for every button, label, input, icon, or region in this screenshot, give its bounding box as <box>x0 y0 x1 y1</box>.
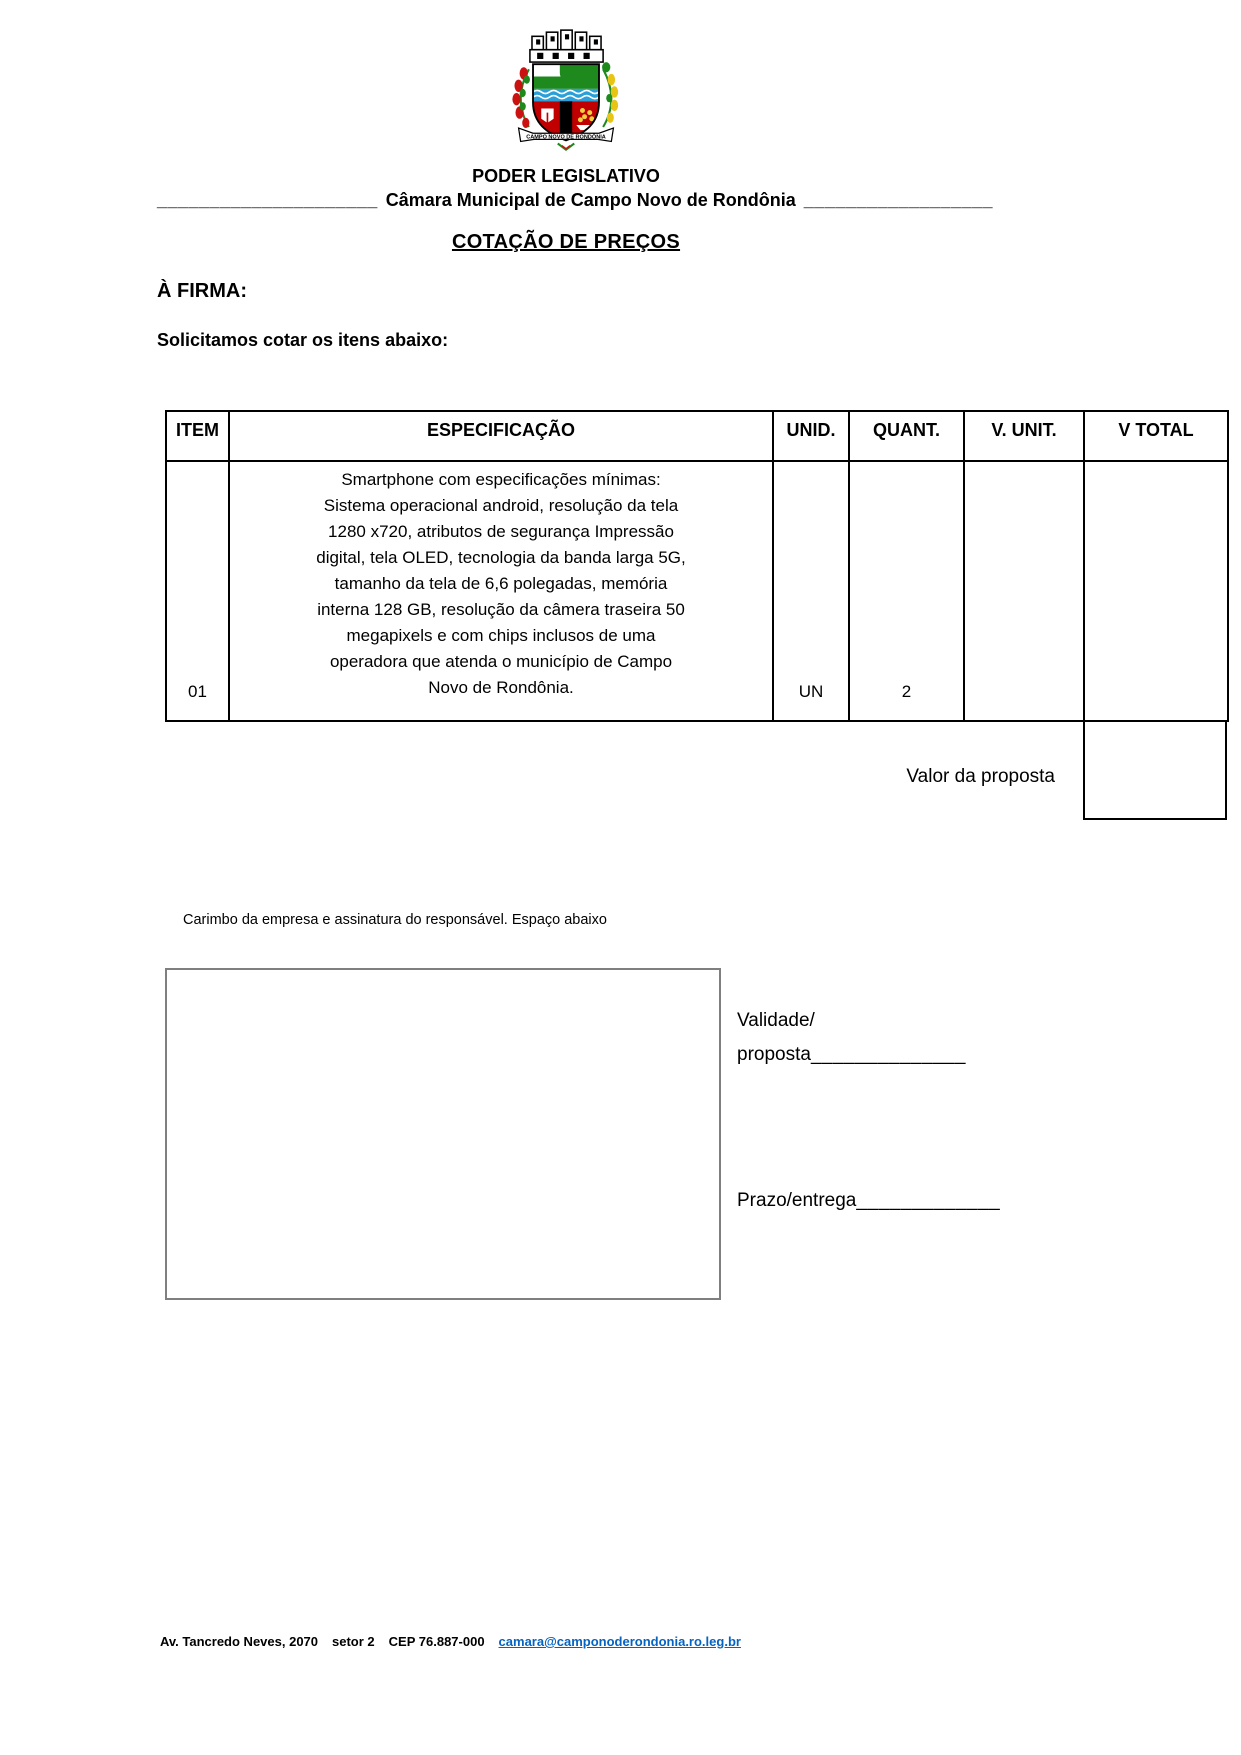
col-header-unid: UNID. <box>773 411 849 461</box>
footer <box>160 1634 741 1649</box>
validity-label: proposta <box>737 1044 811 1065</box>
cell-item-number: 01 <box>166 461 229 721</box>
cell-quantity: 2 <box>849 461 964 721</box>
validity-block <box>737 1004 966 1072</box>
footer-email-link[interactable]: camara@camponoderondonia.ro.leg.br <box>498 1634 741 1649</box>
col-header-v-unit: V. UNIT. <box>964 411 1084 461</box>
col-header-quant: QUANT. <box>849 411 964 461</box>
proposal-total-label: Valor da proposta <box>906 766 1055 787</box>
crest-crown <box>530 30 603 62</box>
coat-of-arms-icon <box>502 26 630 160</box>
cell-specification <box>229 461 773 721</box>
spec-line: megapixels e com chips inclusos de uma <box>346 626 656 645</box>
spec-line: Sistema operacional android, resolução da tela <box>323 496 679 515</box>
spec-line: interna 128 GB, resolução da câmera traseira 50 <box>317 600 685 619</box>
validity-line2 <box>737 1038 966 1072</box>
org-name-text: Câmara Municipal de Campo Novo de Rondônia <box>385 190 796 210</box>
crest-shield <box>533 64 599 140</box>
crest-banner-text: CAMPO NOVO DE RONDÔNIA <box>526 134 606 141</box>
footer-cep: CEP 76.887-000 <box>388 1634 485 1649</box>
footer-sector: setor 2 <box>332 1634 375 1649</box>
crest-right-branch <box>602 62 618 127</box>
cell-unit: UN <box>773 461 849 721</box>
proposal-total-box <box>1083 722 1227 820</box>
deadline-blank-line: _____________ <box>856 1190 1001 1211</box>
spec-line: operadora que atenda o município de Campo <box>329 652 673 671</box>
table-row <box>166 461 1228 721</box>
validity-blank-line: ______________ <box>810 1044 966 1065</box>
cell-total-value <box>1084 461 1228 721</box>
signature-stamp-box <box>165 968 721 1300</box>
validity-line1: Validade/ <box>737 1010 815 1031</box>
deadline-label: Prazo/entrega <box>737 1190 857 1211</box>
col-header-v-total: V TOTAL <box>1084 411 1228 461</box>
table-header-row <box>166 411 1228 461</box>
crest-left-branch <box>512 67 530 128</box>
spec-line: Novo de Rondônia. <box>428 678 574 697</box>
footer-address: Av. Tancredo Neves, 2070 <box>160 1634 319 1649</box>
org-name-line1: PODER LEGISLATIVO <box>472 166 660 186</box>
spec-line: Smartphone com especificações mínimas: <box>341 470 661 489</box>
quotation-table <box>165 410 1229 722</box>
header-left-blank: _____________________ <box>157 190 378 210</box>
firm-label: À FIRMA: <box>157 280 247 302</box>
spec-line: 1280 x720, atributos de segurança Impressão <box>328 522 674 541</box>
col-header-item: ITEM <box>166 411 229 461</box>
page-title: COTAÇÃO DE PREÇOS <box>451 231 681 253</box>
org-name-line2 <box>157 190 993 211</box>
intro-line: Solicitamos cotar os itens abaixo: <box>157 330 449 350</box>
stamp-note: Carimbo da empresa e assinatura do responsável. Espaço abaixo <box>183 912 607 928</box>
cell-unit-value <box>964 461 1084 721</box>
crest-container <box>157 26 975 165</box>
spec-line: digital, tela OLED, tecnologia da banda larga 5G, <box>316 548 686 567</box>
deadline-block <box>737 1190 1000 1212</box>
spec-line: tamanho da tela de 6,6 polegadas, memória <box>334 574 668 593</box>
col-header-especificacao: ESPECIFICAÇÃO <box>229 411 773 461</box>
header-right-blank: __________________ <box>803 190 993 210</box>
